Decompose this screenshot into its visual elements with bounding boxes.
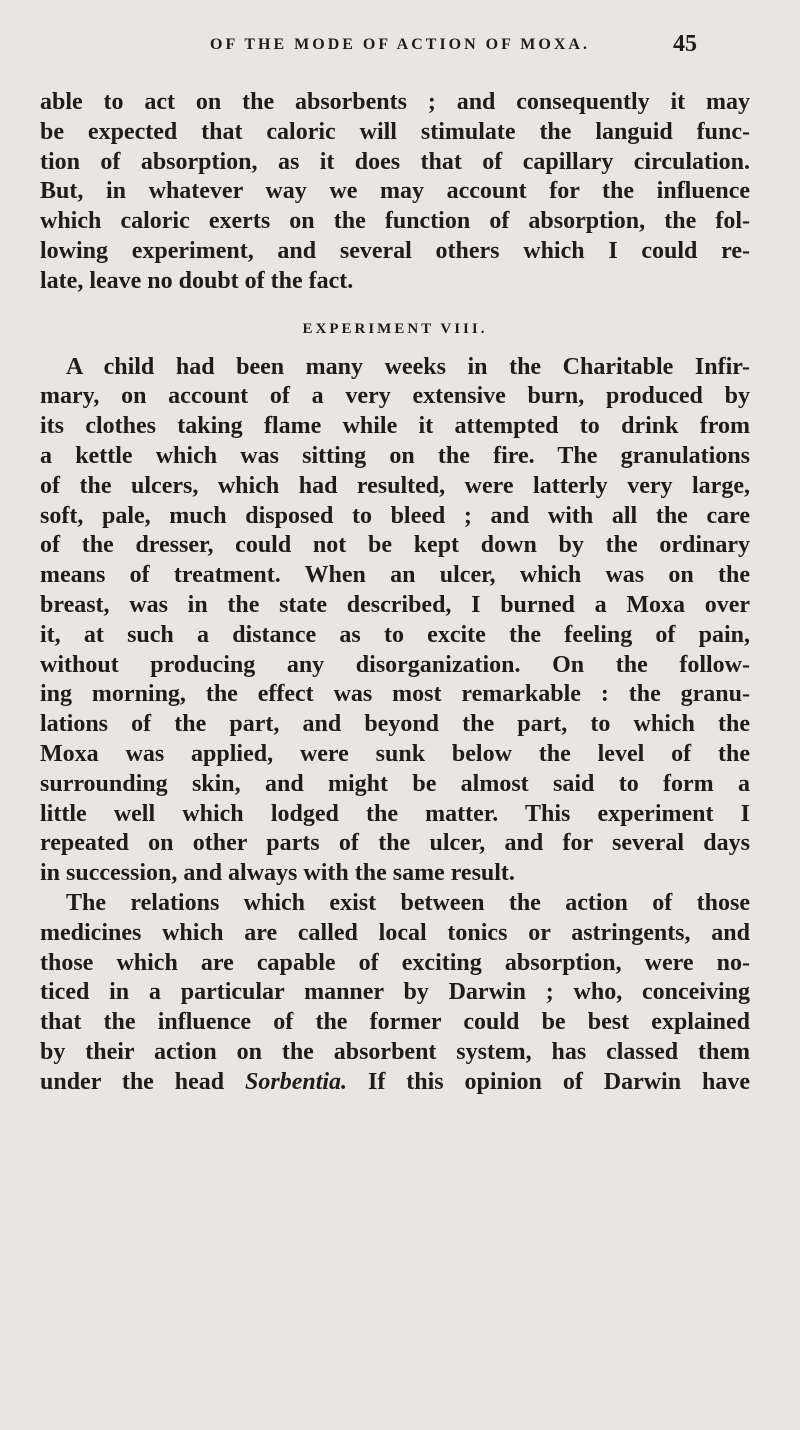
text-line: The relations which exist between the action of those	[66, 889, 750, 916]
text-line: by their action on the absorbent system, has classed them	[40, 1038, 750, 1065]
text-line-with-italic	[40, 1068, 750, 1098]
text-line: soft, pale, much disposed to bleed ; and with all the care	[40, 502, 750, 529]
text-line: Moxa was applied, were sunk below the level of the	[40, 740, 750, 767]
text-line: surrounding skin, and might be almost said to form a	[40, 770, 750, 797]
paragraph-2	[40, 353, 750, 889]
text-line: A child had been many weeks in the Charitable Infir-	[66, 353, 750, 380]
text-line: late, leave no doubt of the fact.	[40, 267, 354, 294]
text-run: If this opinion of Darwin have	[347, 1068, 750, 1095]
experiment-heading: EXPERIMENT VIII.	[302, 320, 488, 337]
text-line: mary, on account of a very extensive burn, produced by	[40, 383, 750, 410]
text-line: of the ulcers, which had resulted, were latterly very large,	[40, 472, 750, 499]
text-line: breast, was in the state described, I burned a Moxa over	[40, 591, 750, 618]
body-text	[40, 88, 750, 1098]
text-line: those which are capable of exciting absorption, were no-	[40, 949, 750, 976]
text-line: lowing experiment, and several others which I could re-	[40, 237, 750, 264]
paragraph-1	[40, 88, 750, 297]
page-number: 45	[673, 31, 697, 57]
text-line: that the influence of the former could be best explained	[40, 1009, 750, 1036]
text-line: ing morning, the effect was most remarkable : the granu-	[40, 681, 750, 708]
text-line: But, in whatever way we may account for the influence	[40, 178, 750, 205]
text-line: little well which lodged the matter. This experiment I	[40, 800, 750, 827]
text-line: be expected that caloric will stimulate the languid func-	[40, 118, 750, 145]
text-line: ticed in a particular manner by Darwin ; who, conceiving	[40, 979, 750, 1006]
italic-term: Sorbentia.	[245, 1068, 348, 1095]
text-line: lations of the part, and beyond the part, to which the	[40, 711, 750, 738]
text-line: means of treatment. When an ulcer, which was on the	[40, 562, 750, 589]
text-line: without producing any disorganization. On the follow-	[40, 651, 750, 678]
text-line: its clothes taking flame while it attempted to drink from	[40, 413, 750, 440]
running-title: OF THE MODE OF ACTION OF MOXA.	[210, 36, 590, 53]
text-line: repeated on other parts of the ulcer, and for several days	[40, 830, 750, 857]
text-run: under the head	[40, 1068, 246, 1095]
paragraph-3	[40, 889, 750, 1098]
text-line: a kettle which was sitting on the fire. The granulations	[40, 442, 750, 469]
text-line: tion of absorption, as it does that of capillary circulation.	[40, 148, 750, 175]
text-line: of the dresser, could not be kept down by the ordinary	[40, 532, 750, 559]
text-line: in succession, and always with the same result.	[40, 860, 515, 887]
text-line: it, at such a distance as to excite the feeling of pain,	[40, 621, 750, 648]
text-line: medicines which are called local tonics or astringents, and	[40, 919, 750, 946]
text-line: able to act on the absorbents ; and consequently it may	[40, 89, 750, 115]
text-line: which caloric exerts on the function of absorption, the fol-	[40, 208, 750, 235]
